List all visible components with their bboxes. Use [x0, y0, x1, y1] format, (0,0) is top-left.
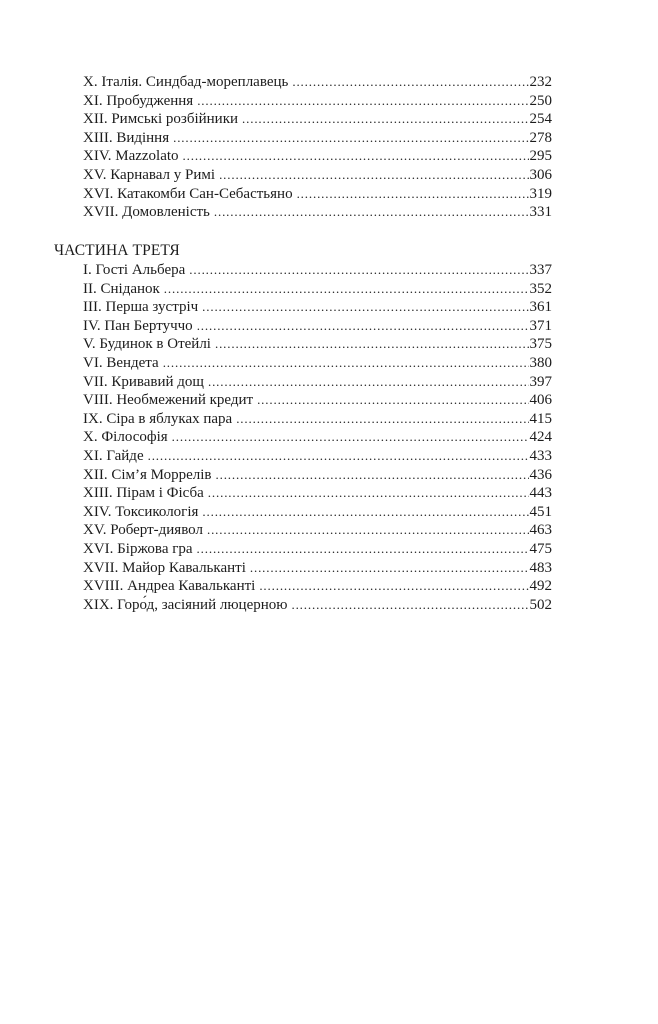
dot-leader [291, 596, 528, 615]
toc-entry-title: IX. Сіра в яблуках пара [83, 410, 233, 427]
toc-entry-title: I. Гості Альбера [83, 262, 186, 278]
dot-leader [257, 391, 528, 410]
dot-leader [208, 484, 529, 503]
dot-leader [216, 466, 529, 485]
dot-leader [207, 521, 529, 540]
toc-entry [83, 466, 552, 485]
toc-entry-page: 483 [529, 559, 552, 576]
toc-entry-title: III. Перша зустріч [83, 299, 199, 316]
toc-entry-page: 433 [529, 447, 552, 464]
toc-entry [83, 410, 552, 429]
toc-entry-page: 375 [529, 336, 552, 353]
dot-leader [208, 373, 529, 392]
toc-entry [83, 447, 552, 466]
dot-leader [197, 317, 529, 336]
toc-entry [83, 203, 552, 222]
toc-entry-title: XII. Сім’я Моррелів [83, 466, 212, 483]
toc-entry-title: XVII. Майор Кавальканті [83, 559, 246, 576]
toc-entry [83, 92, 552, 111]
toc-entry-page: 295 [529, 148, 552, 165]
toc-entry-title: XV. Карнавал у Римі [83, 166, 216, 183]
dot-leader [197, 92, 528, 111]
dot-leader [172, 428, 529, 447]
toc-entry-title: XI. Гайде [83, 447, 144, 464]
dot-leader [236, 410, 528, 429]
dot-leader [197, 540, 529, 559]
dot-leader [250, 559, 529, 578]
part-heading: ЧАСТИНА ТРЕТЯ [54, 242, 180, 259]
dot-leader [183, 147, 529, 166]
dot-leader [214, 203, 529, 222]
toc-entry-page: 451 [529, 503, 552, 520]
toc-entry [83, 261, 552, 280]
toc-entry-title: XVI. Катакомби Сан-Себастьяно [83, 185, 293, 202]
toc-entry [83, 73, 552, 92]
toc-entry [83, 354, 552, 373]
toc-entry-page: 492 [529, 578, 552, 595]
toc-entry-title: XVII. Домовленість [83, 204, 210, 221]
toc-entry-title: XIII. Видіння [83, 129, 170, 146]
toc-entry-title: V. Будинок в Отейлі [83, 336, 211, 353]
dot-leader [292, 73, 528, 92]
toc-entry-page: 331 [529, 204, 552, 221]
toc-entry-title: X. Філософія [83, 429, 168, 446]
toc-entry-title: XII. Римські розбійники [83, 111, 239, 128]
toc-entry-title: XIII. Пірам і Фісба [83, 485, 204, 502]
toc-entry-page: 250 [529, 92, 552, 109]
toc-entry-page: 278 [529, 129, 552, 146]
toc-entry [83, 185, 552, 204]
toc-entry-title: VIII. Необмежений кредит [83, 392, 254, 409]
dot-leader [242, 110, 528, 129]
toc-entry-title: XIV. Токсикологія [83, 503, 199, 520]
toc-entry-title: VII. Кривавий дощ [83, 373, 204, 390]
toc-entry [83, 540, 552, 559]
toc-entry-page: 254 [529, 111, 552, 128]
dot-leader [148, 447, 529, 466]
toc-entry [83, 391, 552, 410]
dot-leader [215, 335, 529, 354]
dot-leader [202, 503, 528, 522]
toc-entry [83, 577, 552, 596]
dot-leader [202, 298, 528, 317]
toc-entry [83, 484, 552, 503]
toc-entry-page: 475 [529, 540, 552, 557]
toc-entry-page: 436 [529, 466, 552, 483]
toc-entry-page: 306 [529, 166, 552, 183]
toc-entry-page: 319 [529, 185, 552, 202]
toc-entry-page: 352 [529, 280, 552, 297]
toc-entry [83, 596, 552, 615]
toc-entry-page: 415 [529, 410, 552, 427]
toc-entry-title: XVI. Біржова гра [83, 540, 193, 557]
toc-entry [83, 317, 552, 336]
toc-entry-page: 443 [529, 485, 552, 502]
toc-entry-title: XI. Пробудження [83, 92, 194, 109]
toc-entry-title: IV. Пан Бертуччо [83, 317, 193, 334]
toc-entry [83, 166, 552, 185]
toc-entry [83, 280, 552, 299]
toc-entry-title: X. Італія. Синдбад-мореплавець [83, 74, 289, 90]
toc-entry-page: 361 [529, 299, 552, 316]
toc-entry [83, 335, 552, 354]
dot-leader [163, 354, 529, 373]
toc-entry-list [83, 261, 552, 614]
dot-leader [259, 577, 528, 596]
toc-entry [83, 559, 552, 578]
toc-entry-page: 371 [529, 317, 552, 334]
toc-entry [83, 428, 552, 447]
toc-entry [83, 503, 552, 522]
dot-leader [164, 280, 529, 299]
toc-entry-title: XIV. Mazzolato [83, 148, 179, 165]
toc-entry [83, 129, 552, 148]
toc-entry-page: 397 [529, 373, 552, 390]
dot-leader [219, 166, 528, 185]
toc-entry [83, 521, 552, 540]
toc-entry-title: XV. Роберт-диявол [83, 522, 203, 539]
dot-leader [173, 129, 528, 148]
dot-leader [297, 185, 529, 204]
toc-entry [83, 373, 552, 392]
toc-entry [83, 298, 552, 317]
toc-entry [83, 110, 552, 129]
toc-entry-title: VI. Вендета [83, 354, 159, 371]
toc-entry [83, 147, 552, 166]
toc-entry-title: XIX. Горо́д, засіяний люцерною [83, 596, 288, 613]
toc-entry-page: 463 [529, 522, 552, 539]
toc-entry-page: 502 [529, 596, 552, 613]
toc-entry-title: II. Сніданок [83, 280, 160, 297]
toc-entry-page: 424 [529, 429, 552, 446]
toc-entry-list [83, 73, 552, 222]
toc-entry-page: 380 [529, 354, 552, 371]
toc-entry-page: 406 [529, 392, 552, 409]
dot-leader [189, 261, 528, 280]
toc-entry-page: 232 [529, 74, 552, 90]
toc-entry-title: XVIII. Андреа Кавальканті [83, 578, 256, 595]
toc-entry-page: 337 [529, 262, 552, 278]
